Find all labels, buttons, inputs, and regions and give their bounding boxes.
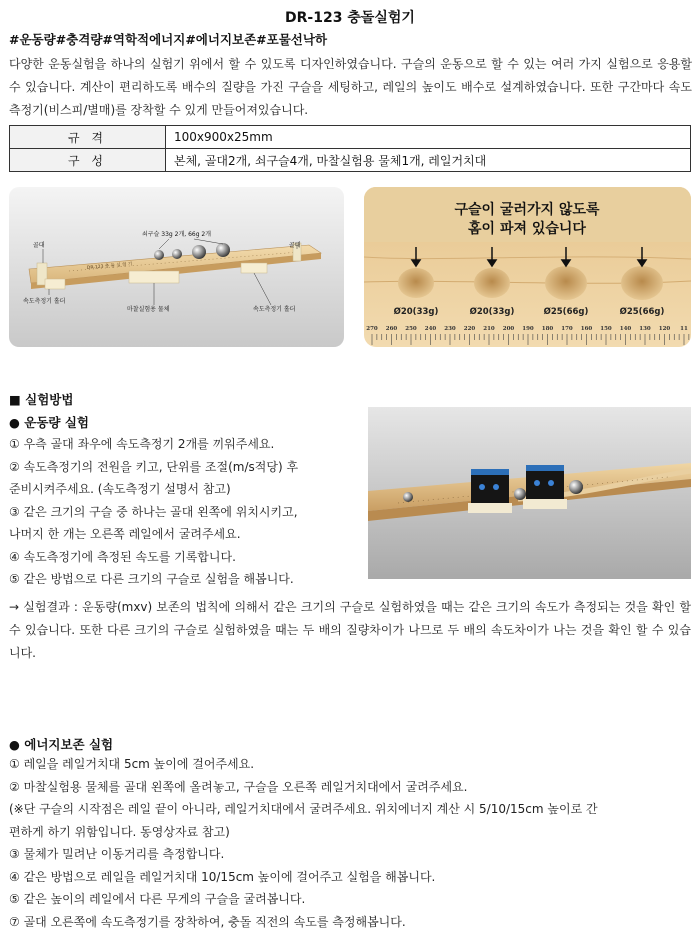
energy-heading: ● 에너지보존 실험: [9, 737, 114, 752]
spec-row-size: [10, 126, 691, 149]
step-line: ⑤ 같은 방법으로 다른 크기의 구슬로 실험을 해봅니다.: [9, 572, 294, 586]
rail-engraving: DR-123 충 돌 실 험 기: [86, 262, 133, 271]
step-line: ⑤ 같은 높이의 레일에서 다른 무게의 구슬을 굴려봅니다.: [9, 892, 306, 906]
spec-table: [9, 125, 691, 172]
ruler-label: 130: [639, 326, 651, 332]
balls-label: 쇠구슬 33g 2개, 66g 2개: [142, 231, 212, 238]
photo2-caption-line1: 구슬이 굴러가지 않도록: [454, 202, 600, 218]
spec-row-components: [10, 149, 691, 172]
momentum-heading: ● 운동량 실험: [9, 415, 89, 430]
velocity-sensor-photo: [368, 407, 691, 579]
energy-steps: [9, 753, 691, 933]
velocity-sensor-illustration: [368, 407, 691, 579]
ruler-label: 120: [658, 326, 671, 332]
step-line: ⑦ 골대 오른쪽에 속도측정기를 장착하여, 충돌 직전의 속도를 측정해봅니다.: [9, 914, 406, 929]
ruler-label: 260: [385, 326, 398, 332]
hole-label: Ø20(33g): [393, 307, 439, 317]
hashtags: #운동량#충격량#역학적에너지#에너지보존#포물선낙하: [9, 32, 328, 47]
ruler-label: 160: [580, 326, 593, 332]
ruler-label: 140: [619, 326, 632, 332]
step-line: ③ 같은 크기의 구슬 중 하나는 골대 왼쪽에 위치시키고,: [9, 504, 298, 519]
product-illustration: [9, 187, 344, 347]
photo2-caption-line2: 홈이 파져 있습니다: [468, 221, 586, 237]
holder-left-label: 속도측정기 홀더: [23, 298, 66, 305]
ruler-label: 210: [483, 326, 495, 332]
ruler-label: 170: [561, 326, 573, 332]
ruler-label: 220: [463, 326, 476, 332]
hole-label: Ø25(66g): [543, 307, 589, 317]
hole-label: Ø25(66g): [619, 307, 665, 317]
spec-key: 구 성: [10, 149, 166, 172]
goal-right-label: 골대: [289, 242, 301, 249]
ruler-label: 150: [600, 326, 612, 332]
step-line: 편하게 하기 위함입니다. 동영상자료 참고): [9, 824, 230, 839]
friction-object-label: 마찰실험용 물체: [127, 306, 170, 313]
spec-value: 본체, 골대2개, 쇠구슬4개, 마찰실험용 물체1개, 레일거치대: [166, 149, 691, 172]
page-title: DR-123 충돌실험기: [285, 10, 415, 26]
momentum-steps: [9, 433, 369, 591]
ruler-label: 200: [502, 326, 515, 332]
step-line: ④ 같은 방법으로 레일을 레일거치대 10/15cm 높이에 걸어주고 실험을 해봅니다.: [9, 869, 436, 884]
step-line: ② 마찰실험용 물체를 골대 왼쪽에 올려놓고, 구슬을 오른쪽 레일거치대에서 굴려주세요.: [9, 779, 468, 794]
intro-paragraph: 다양한 운동실험을 하나의 실험기 위에서 할 수 있도록 디자인하였습니다. 구슬의 운동으로 할 수 있는 여러 가지 실험으로 응용할 수 있습니다. 계산이 편리하도록 배수의 질량을 가진 구슬을 세팅하고, 레일의 높이도 배수로 설계하였습니다. 또한 구간마다 속도측정기(비스피/별매)를 장착할 수 있게 만들어져있습니다.: [9, 57, 692, 117]
ruler-label: 250: [405, 326, 417, 332]
ruler-label: 190: [522, 326, 534, 332]
spec-value: 100x900x25mm: [166, 126, 691, 149]
holder-right-label: 속도측정기 홀더: [253, 306, 296, 313]
goal-left-label: 골대: [33, 242, 45, 249]
step-line: ④ 속도측정기에 측정된 속도를 기록합니다.: [9, 549, 236, 564]
hole-closeup-illustration: [364, 187, 691, 347]
step-line: ① 레일을 레일거치대 5cm 높이에 걸어주세요.: [9, 757, 255, 771]
hole-closeup-photo: [364, 187, 691, 347]
step-line: ① 우측 골대 좌우에 속도측정기 2개를 끼워주세요.: [9, 437, 275, 451]
step-line: 나머지 한 개는 오른쪽 레일에서 굴려주세요.: [9, 527, 241, 541]
step-line: ② 속도측정기의 전원을 키고, 단위를 조절(m/s적당) 후: [9, 459, 299, 474]
ruler-label: 11: [680, 326, 688, 332]
product-photo: [9, 187, 344, 347]
step-line: 준비시켜주세요. (속도측정기 설명서 참고): [9, 482, 231, 496]
hole-label: Ø20(33g): [469, 307, 515, 317]
momentum-result: → 실험결과 : 운동량(mxv) 보존의 법칙에 의해서 같은 크기의 구슬로 실험하였을 때는 같은 크기의 속도가 측정되는 것을 확인 할 수 있습니다. 또한 다른 크기의 구슬로 실험하였을 때는 두 배의 질량차이가 나므로 두 배의 속도차이가 나는 것을 확인 할 수 있습니다.: [9, 600, 691, 660]
method-heading: ■ 실험방법: [9, 392, 74, 407]
ruler-label: 270: [366, 326, 378, 332]
ruler-label: 180: [541, 326, 554, 332]
spec-key: 규 격: [10, 126, 166, 149]
ruler-label: 230: [444, 326, 456, 332]
step-line: (※단 구슬의 시작점은 레일 끝이 아니라, 레일거치대에서 굴려주세요. 위치에너지 계산 시 5/10/15cm 높이로 간: [9, 802, 598, 816]
ruler-label: 240: [424, 326, 437, 332]
step-line: ③ 물체가 밀려난 이동거리를 측정합니다.: [9, 847, 225, 861]
